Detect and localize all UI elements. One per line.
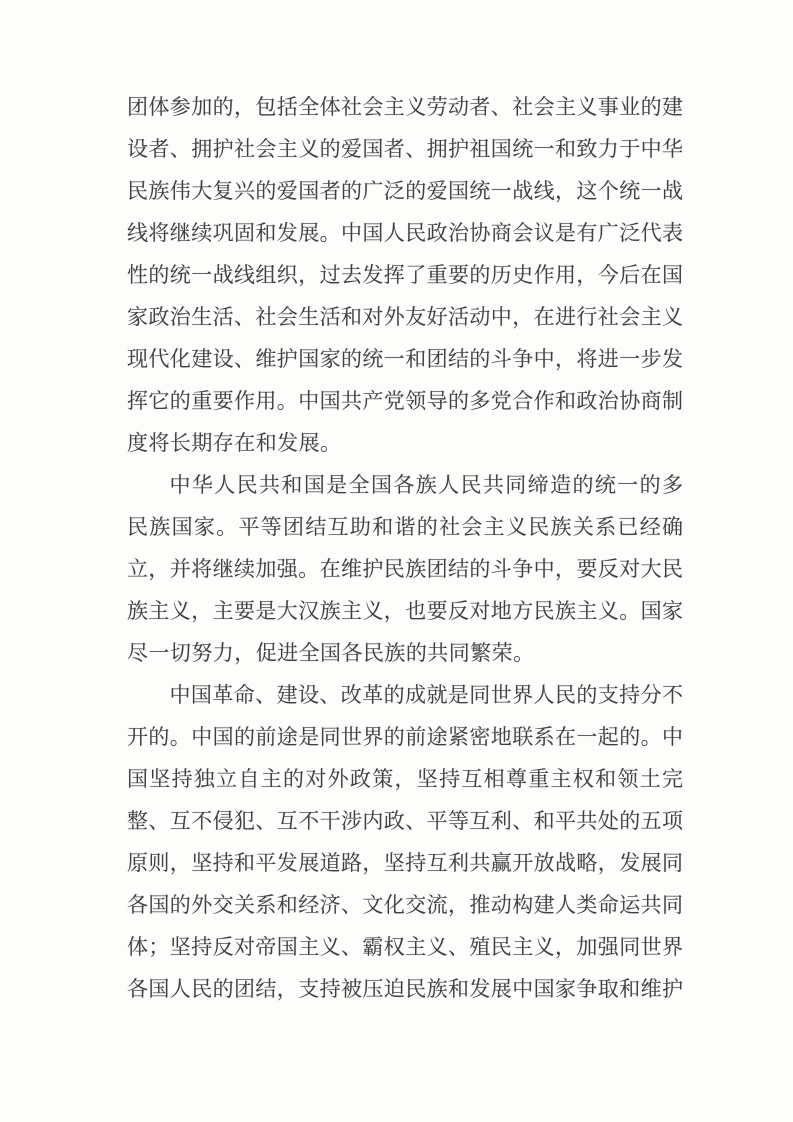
text-line: 各国的外交关系和经济、文化交流，推动构建人类命运共同	[127, 893, 683, 917]
text-line: 尽一切努力，促进全国各民族的共同繁荣。	[127, 641, 535, 665]
text-line: 线将继续巩固和发展。中国人民政治协商会议是有广泛代表	[127, 221, 683, 245]
text-line: 立，并将继续加强。在维护民族团结的斗争中，要反对大民	[127, 557, 683, 581]
text-line: 挥它的重要作用。中国共产党领导的多党合作和政治协商制	[127, 389, 683, 413]
text-line: 体；坚持反对帝国主义、霸权主义、殖民主义，加强同世界	[127, 935, 683, 959]
text-line: 家政治生活、社会生活和对外友好活动中，在进行社会主义	[127, 305, 683, 329]
text-block	[127, 86, 683, 1010]
text-line: 设者、拥护社会主义的爱国者、拥护祖国统一和致力于中华	[127, 137, 683, 161]
paragraph	[127, 674, 683, 1010]
text-line: 整、互不侵犯、互不干涉内政、平等互利、和平共处的五项	[127, 809, 683, 833]
text-line: 性的统一战线组织，过去发挥了重要的历史作用，今后在国	[127, 263, 683, 287]
text-line: 开的。中国的前途是同世界的前途紧密地联系在一起的。中	[127, 725, 683, 749]
text-line: 团体参加的，包括全体社会主义劳动者、社会主义事业的建	[127, 95, 683, 119]
text-line: 族主义，主要是大汉族主义，也要反对地方民族主义。国家	[127, 599, 683, 623]
paragraph	[127, 86, 683, 464]
text-line: 中华人民共和国是全国各族人民共同缔造的统一的多	[169, 473, 683, 497]
text-line: 国坚持独立自主的对外政策，坚持互相尊重主权和领土完	[127, 767, 683, 791]
paragraph	[127, 464, 683, 674]
text-line: 民族伟大复兴的爱国者的广泛的爱国统一战线，这个统一战	[127, 179, 683, 203]
text-line: 原则，坚持和平发展道路，坚持互利共赢开放战略，发展同	[127, 851, 683, 875]
text-line: 各国人民的团结，支持被压迫民族和发展中国家争取和维护	[127, 977, 683, 1001]
text-line: 现代化建设、维护国家的统一和团结的斗争中，将进一步发	[127, 347, 683, 371]
text-line: 度将长期存在和发展。	[127, 431, 342, 455]
text-line: 民族国家。平等团结互助和谐的社会主义民族关系已经确	[127, 515, 683, 539]
text-line: 中国革命、建设、改革的成就是同世界人民的支持分不	[169, 683, 683, 707]
